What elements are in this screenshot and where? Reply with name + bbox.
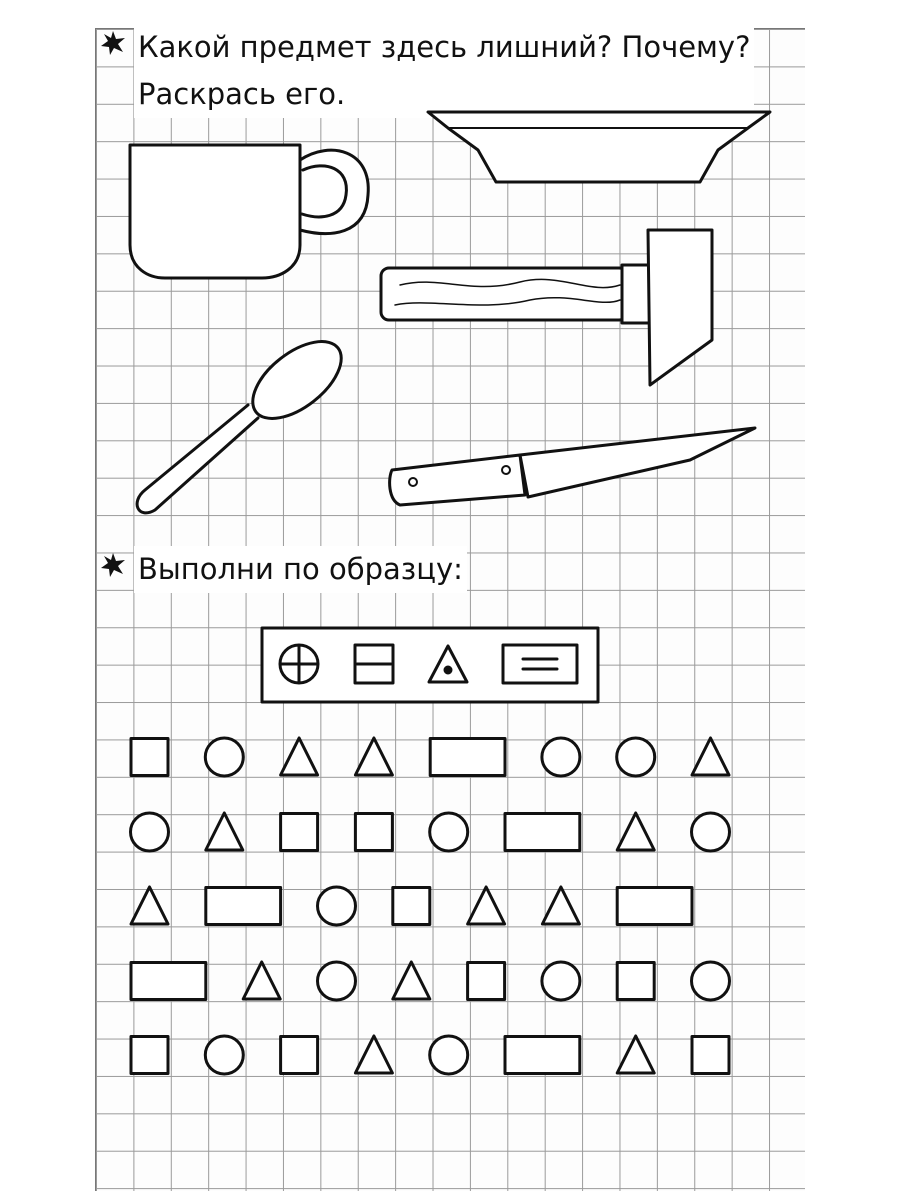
row-1-circle-7[interactable] [617,738,655,776]
row-5-rectangle-6[interactable] [505,1037,580,1074]
row-4-circle-6[interactable] [542,962,580,1000]
row-1-rectangle-5[interactable] [430,739,505,776]
row-1-circle-6[interactable] [542,738,580,776]
row-1-square-1[interactable] [131,739,168,776]
row-2-square-3[interactable] [281,814,318,851]
shape-rows [131,738,730,1074]
task-1-instruction: Раскрась его. [138,77,346,111]
row-2-rectangle-6[interactable] [505,814,580,851]
row-4-triangle-2[interactable] [243,962,280,999]
row-3-triangle-5[interactable] [468,887,505,924]
row-5-circle-2[interactable] [205,1036,243,1074]
row-3-rectangle-2[interactable] [206,888,281,925]
row-3-rectangle-7[interactable] [617,888,692,925]
legend-square-minus [355,645,393,683]
spoon-icon[interactable] [137,327,355,513]
row-5-circle-5[interactable] [430,1036,468,1074]
row-2-square-4[interactable] [355,814,392,851]
row-4-circle-3[interactable] [318,962,356,1000]
row-4-square-5[interactable] [468,963,505,1000]
row-5-triangle-7[interactable] [617,1036,654,1073]
cup-icon[interactable] [130,145,368,278]
row-2-triangle-7[interactable] [617,813,654,850]
row-2-triangle-2[interactable] [206,813,243,850]
hammer-icon[interactable] [381,230,712,385]
row-5-triangle-4[interactable] [355,1036,392,1073]
row-2-circle-8[interactable] [692,813,730,851]
row-4-circle-8[interactable] [692,962,730,1000]
row-5-square-1[interactable] [131,1037,168,1074]
row-2-circle-5[interactable] [430,813,468,851]
row-3-triangle-6[interactable] [542,887,579,924]
row-4-triangle-4[interactable] [393,962,430,999]
task-1-question: Какой предмет здесь лишний? Почему? [138,30,751,64]
row-2-circle-1[interactable] [131,813,169,851]
row-1-triangle-3[interactable] [281,738,318,775]
row-4-square-7[interactable] [617,963,654,1000]
row-3-square-4[interactable] [393,888,430,925]
task-2-instruction: Выполни по образцу: [134,546,467,593]
row-3-circle-3[interactable] [318,887,356,925]
row-1-circle-2[interactable] [205,738,243,776]
legend-rectangle-equals [503,645,577,683]
row-5-square-3[interactable] [281,1037,318,1074]
row-5-square-8[interactable] [692,1037,729,1074]
sample-legend [262,628,598,702]
plate-icon[interactable] [428,112,770,182]
row-1-triangle-8[interactable] [692,738,729,775]
row-1-triangle-4[interactable] [355,738,392,775]
knife-icon[interactable] [390,428,755,505]
row-3-triangle-1[interactable] [131,887,168,924]
row-4-rectangle-1[interactable] [131,963,206,1000]
legend-circle-plus [280,645,318,683]
